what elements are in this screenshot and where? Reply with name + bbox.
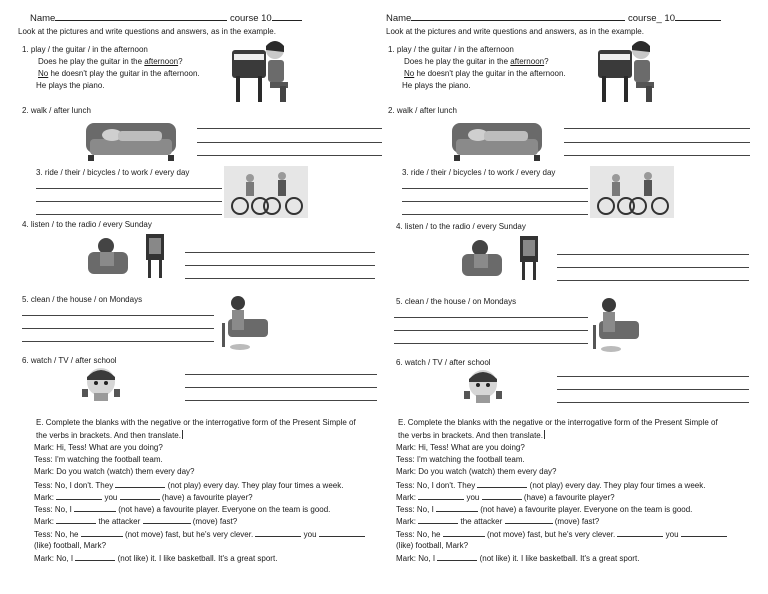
dialogue-line: (like) football, Mark? [396, 541, 469, 550]
dialogue-line: Mark: No, I (not like) it. I like basketball. It's a great sport. [396, 554, 640, 563]
answer-line[interactable] [557, 280, 749, 281]
name-course-line [30, 12, 302, 24]
blank-field[interactable] [418, 516, 458, 524]
dialogue-line: (like) football, Mark? [34, 541, 107, 550]
item-3-prompt: 3. ride / their / bicycles / to work / every day [36, 168, 190, 177]
item-3-prompt: 3. ride / their / bicycles / to work / every day [402, 168, 556, 177]
section-e-instruction: E. Complete the blanks with the negative or the interrogative form of the Present Simple of [36, 418, 356, 427]
item-2-prompt: 2. walk / after lunch [388, 106, 457, 115]
blank-field[interactable] [143, 516, 191, 524]
item-6-prompt: 6. watch / TV / after school [22, 356, 117, 365]
blank-field[interactable] [617, 529, 663, 537]
example-answer-2: He plays the piano. [402, 81, 471, 90]
answer-line[interactable] [557, 389, 749, 390]
instructions: Look at the pictures and write questions and answers, as in the example. [18, 27, 276, 36]
answer-line[interactable] [185, 252, 375, 253]
dialogue-line: Mark: the attacker (move) fast? [396, 517, 600, 526]
answer-line[interactable] [402, 214, 588, 215]
boy-cleaning-image [218, 293, 272, 351]
item-6-prompt: 6. watch / TV / after school [396, 358, 491, 367]
worksheet-page-right [384, 0, 768, 594]
example-question: Does he play the guitar in the afternoon? [404, 57, 549, 66]
man-sleeping-sofa-image [82, 115, 180, 163]
dialogue-line: Tess: No, he (not move) fast, but he's very clever. you [34, 529, 365, 540]
answer-line[interactable] [394, 343, 588, 344]
answer-line[interactable] [36, 201, 222, 202]
answer-line[interactable] [402, 201, 588, 202]
girl-listening-radio-image [86, 230, 170, 280]
dialogue-line: Mark: No, I (not like) it. I like basketball. It's a great sport. [34, 554, 278, 563]
example-question: Does he play the guitar in the afternoon? [38, 57, 183, 66]
blank-field[interactable] [436, 504, 478, 512]
item-5-prompt: 5. clean / the house / on Mondays [22, 295, 143, 304]
blank-field[interactable] [477, 480, 527, 488]
example-answer: No he doesn't play the guitar in the afternoon. [38, 69, 200, 78]
answer-line[interactable] [564, 128, 750, 129]
dialogue-line: Tess: No, I don't. They (not play) every day. They play four times a week. [34, 481, 344, 490]
boy-watching-tv-image [80, 365, 122, 403]
answer-line[interactable] [197, 142, 382, 143]
example-prompt: 1. play / the guitar / in the afternoon [388, 45, 514, 54]
blank-field[interactable] [115, 480, 165, 488]
answer-line[interactable] [22, 315, 214, 316]
answer-line[interactable] [557, 254, 749, 255]
couple-bicycles-image [224, 166, 308, 218]
answer-line[interactable] [402, 188, 588, 189]
boy-watching-tv-image [462, 367, 504, 405]
name-field[interactable] [411, 12, 625, 21]
dialogue-line: Mark: you (have) a favourite player? [34, 493, 253, 502]
text-cursor [544, 430, 545, 439]
piano-player-image [596, 36, 658, 106]
dialogue-line: Mark: Hi, Tess! What are you doing? [34, 443, 163, 452]
blank-field[interactable] [482, 492, 522, 500]
answer-line[interactable] [197, 128, 382, 129]
course-label: course_ 10 [627, 13, 675, 24]
example-answer: No he doesn't play the guitar in the afternoon. [404, 69, 566, 78]
answer-line[interactable] [564, 142, 750, 143]
course-field[interactable] [272, 12, 302, 21]
course-field[interactable] [675, 12, 721, 21]
answer-line[interactable] [557, 376, 749, 377]
couple-bicycles-image [590, 166, 674, 218]
item-5-prompt: 5. clean / the house / on Mondays [396, 297, 517, 306]
man-sleeping-sofa-image [448, 115, 546, 163]
blank-field[interactable] [437, 553, 477, 561]
name-field[interactable] [55, 12, 227, 21]
blank-field[interactable] [319, 529, 365, 537]
answer-line[interactable] [36, 188, 222, 189]
answer-line[interactable] [36, 214, 222, 215]
blank-field[interactable] [120, 492, 160, 500]
course-label: course 10 [229, 13, 272, 24]
dialogue-line: Tess: No, he (not move) fast, but he's very clever. you [396, 529, 727, 540]
example-prompt: 1. play / the guitar / in the afternoon [22, 45, 148, 54]
answer-line[interactable] [557, 267, 749, 268]
section-e-instruction-2: the verbs in brackets. And then translate. [36, 431, 181, 440]
dialogue-line: Mark: Do you watch (watch) them every day? [396, 467, 557, 476]
blank-field[interactable] [443, 529, 485, 537]
blank-field[interactable] [56, 516, 96, 524]
answer-line[interactable] [394, 317, 588, 318]
item-4-prompt: 4. listen / to the radio / every Sunday [22, 220, 152, 229]
name-label: Name [30, 13, 56, 24]
section-e-instruction: E. Complete the blanks with the negative or the interrogative form of the Present Simple of [398, 418, 718, 427]
dialogue-line: Tess: I'm watching the football team. [396, 455, 525, 464]
answer-line[interactable] [185, 278, 375, 279]
blank-field[interactable] [505, 516, 553, 524]
instructions: Look at the pictures and write questions and answers, as in the example. [386, 27, 644, 36]
answer-line[interactable] [197, 155, 382, 156]
boy-cleaning-image [589, 295, 643, 353]
text-cursor [182, 430, 183, 439]
dialogue-line: Mark: the attacker (move) fast? [34, 517, 238, 526]
blank-field[interactable] [81, 529, 123, 537]
answer-line[interactable] [185, 374, 377, 375]
name-label: Name [386, 13, 412, 24]
answer-line[interactable] [185, 400, 377, 401]
blank-field[interactable] [255, 529, 301, 537]
blank-field[interactable] [681, 529, 727, 537]
answer-line[interactable] [394, 330, 588, 331]
item-2-prompt: 2. walk / after lunch [22, 106, 91, 115]
dialogue-line: Tess: No, I (not have) a favourite player. Everyone on the team is good. [396, 505, 693, 514]
answer-line[interactable] [22, 341, 214, 342]
answer-line[interactable] [22, 328, 214, 329]
blank-field[interactable] [74, 504, 116, 512]
name-course-line [386, 12, 721, 24]
dialogue-line: Mark: you (have) a favourite player? [396, 493, 615, 502]
section-e-instruction-2: the verbs in brackets. And then translate. [398, 431, 543, 440]
answer-line[interactable] [185, 265, 375, 266]
dialogue-line: Tess: No, I (not have) a favourite player. Everyone on the team is good. [34, 505, 331, 514]
piano-player-image [230, 36, 292, 106]
item-4-prompt: 4. listen / to the radio / every Sunday [396, 222, 526, 231]
dialogue-line: Mark: Do you watch (watch) them every day? [34, 467, 195, 476]
blank-field[interactable] [75, 553, 115, 561]
answer-line[interactable] [564, 155, 750, 156]
blank-field[interactable] [56, 492, 102, 500]
dialogue-line: Tess: No, I don't. They (not play) every day. They play four times a week. [396, 481, 706, 490]
girl-listening-radio-image [460, 232, 544, 282]
answer-line[interactable] [185, 387, 377, 388]
blank-field[interactable] [418, 492, 464, 500]
answer-line[interactable] [557, 402, 749, 403]
dialogue-line: Mark: Hi, Tess! What are you doing? [396, 443, 525, 452]
example-answer-2: He plays the piano. [36, 81, 105, 90]
dialogue-line: Tess: I'm watching the football team. [34, 455, 163, 464]
